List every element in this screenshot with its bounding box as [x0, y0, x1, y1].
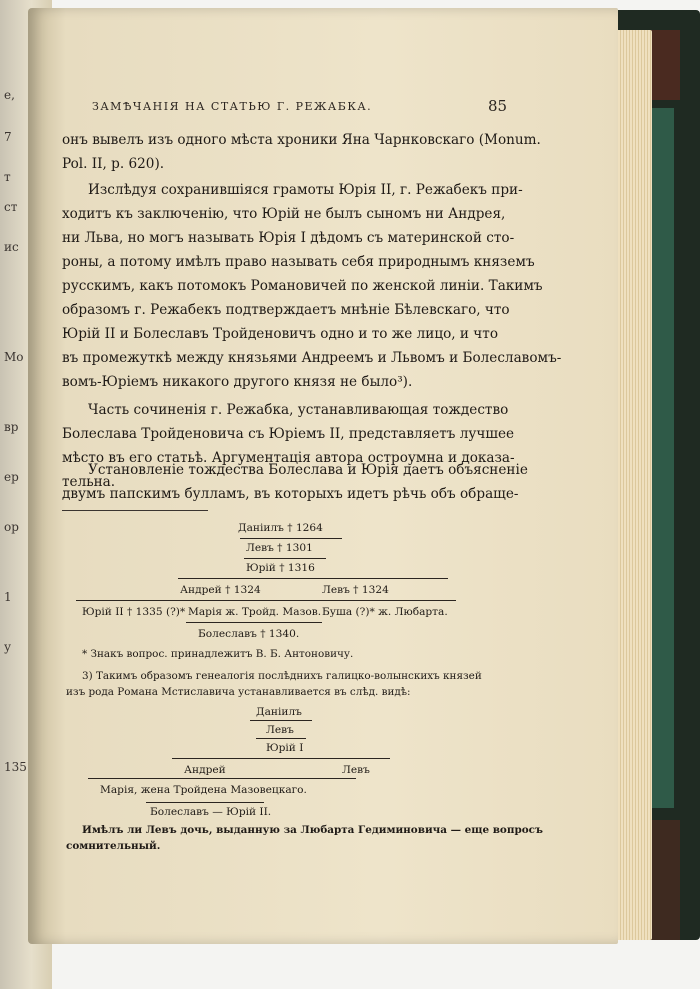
gen1-maria: Марія ж. Тройд. Мазов.	[188, 606, 322, 618]
gen1-line	[244, 558, 326, 559]
gen2-line	[88, 778, 356, 779]
body-line: вомъ-Юріемъ никакого другого князя не было³).	[62, 374, 413, 390]
body-line: мѣсто въ его статьѣ. Аргументація автора остроумна и доказа-	[62, 450, 515, 466]
running-head: ЗАМѢЧАНІЯ НА СТАТЬЮ Г. РЕЖАБКА.	[92, 100, 373, 113]
footnote-3-line2: изъ рода Романа Мстиславича устанавливается въ слѣд. видѣ:	[66, 686, 411, 698]
gen2-maria: Марія, жена Тройдена Мазовецкаго.	[100, 784, 307, 796]
body-line: Установленіе тождества Болеслава и Юрія даетъ объясненіе	[88, 462, 528, 478]
gen1-line	[76, 600, 456, 601]
gen1-boleslav: Болеславъ † 1340.	[198, 628, 300, 640]
left-fragment: е,	[4, 88, 15, 102]
gen1-line	[178, 578, 448, 579]
gen2-line	[256, 738, 306, 739]
gen1-line	[240, 538, 342, 539]
left-fragment: ис	[4, 240, 19, 254]
closing-note-line2: сомнительный.	[66, 840, 161, 852]
body-line: образомъ г. Режабекъ подтверждаетъ мнѣніе Бѣлевскаго, что	[62, 302, 510, 318]
left-fragment: 1	[4, 590, 12, 604]
gen1-lev: Левъ † 1301	[246, 542, 313, 554]
gen2-boleslav: Болеславъ — Юрій II.	[150, 806, 272, 818]
body-line: тельна.	[62, 474, 116, 490]
body-line: русскимъ, какъ потомокъ Романовичей по женской линіи. Такимъ	[62, 278, 543, 294]
gen1-yuri2: Юрій II † 1335 (?)*	[82, 606, 186, 618]
footnote-star: * Знакъ вопрос. принадлежитъ В. Б. Антоновичу.	[82, 648, 354, 660]
left-fragment: ор	[4, 520, 19, 534]
footnote-3-line1: 3) Такимъ образомъ генеалогія послѣднихъ галицко-волынскихъ князей	[82, 670, 482, 682]
gen2-andrei: Андрей	[184, 764, 226, 776]
body-line: онъ вывелъ изъ одного мѣста хроники Яна Чарнковскаго (Monum.	[62, 132, 541, 148]
left-fragment: 7	[4, 130, 12, 144]
body-line: Pol. II, p. 620).	[62, 156, 165, 172]
gen1-andrei: Андрей † 1324	[180, 584, 261, 596]
body-line: ходитъ къ заключенію, что Юрій не былъ сыномъ ни Андрея,	[62, 206, 506, 222]
left-fragment: 135	[4, 760, 27, 774]
left-fragment: у	[4, 640, 12, 654]
body-line: ни Льва, но могъ называть Юрія I дѣдомъ съ материнской сто-	[62, 230, 515, 246]
gen1-daniil: Даніилъ † 1264	[238, 522, 323, 534]
left-fragment: вр	[4, 420, 19, 434]
gen2-line	[146, 802, 264, 803]
closing-note-line1: Имѣлъ ли Левъ дочь, выданную за Любарта Гедиминовича — еще вопросъ	[82, 824, 543, 836]
left-fragment: ст	[4, 200, 18, 214]
gen1-yuri: Юрій † 1316	[246, 562, 315, 574]
body-line: роны, а потому имѣлъ право называть себя природнымъ княземъ	[62, 254, 535, 270]
gen1-lev2: Левъ † 1324	[322, 584, 389, 596]
gen2-line	[250, 720, 312, 721]
footnote-rule	[62, 510, 208, 511]
body-line: Юрій II и Болеславъ Тройденовичъ одно и то же лицо, и что	[62, 326, 499, 342]
gen2-line	[172, 758, 390, 759]
left-fragment: Мо	[4, 350, 24, 364]
left-fragment: т	[4, 170, 11, 184]
gen2-lev: Левъ	[266, 724, 294, 736]
page-number: 85	[488, 97, 508, 115]
body-line: въ промежуткѣ между князьями Андреемъ и Львомъ и Болеславомъ-	[62, 350, 562, 366]
gen1-line	[186, 622, 322, 623]
body-line: Изслѣдуя сохранившіяся грамоты Юрія II, г. Режабекъ при-	[88, 182, 523, 198]
gen2-lev2: Левъ	[342, 764, 370, 776]
gen2-daniil: Даніилъ	[256, 706, 302, 718]
left-fragment: ер	[4, 470, 19, 484]
gen1-busha: Буша (?)* ж. Любарта.	[322, 606, 448, 618]
body-line: двумъ папскимъ булламъ, въ которыхъ идетъ рѣчь объ обраще-	[62, 486, 519, 502]
body-line: Часть сочиненія г. Режабка, устанавливающая тождество	[88, 402, 509, 418]
gen2-yuri1: Юрій I	[266, 742, 304, 754]
body-line: Болеслава Тройденовича съ Юріемъ II, представляетъ лучшее	[62, 426, 515, 442]
